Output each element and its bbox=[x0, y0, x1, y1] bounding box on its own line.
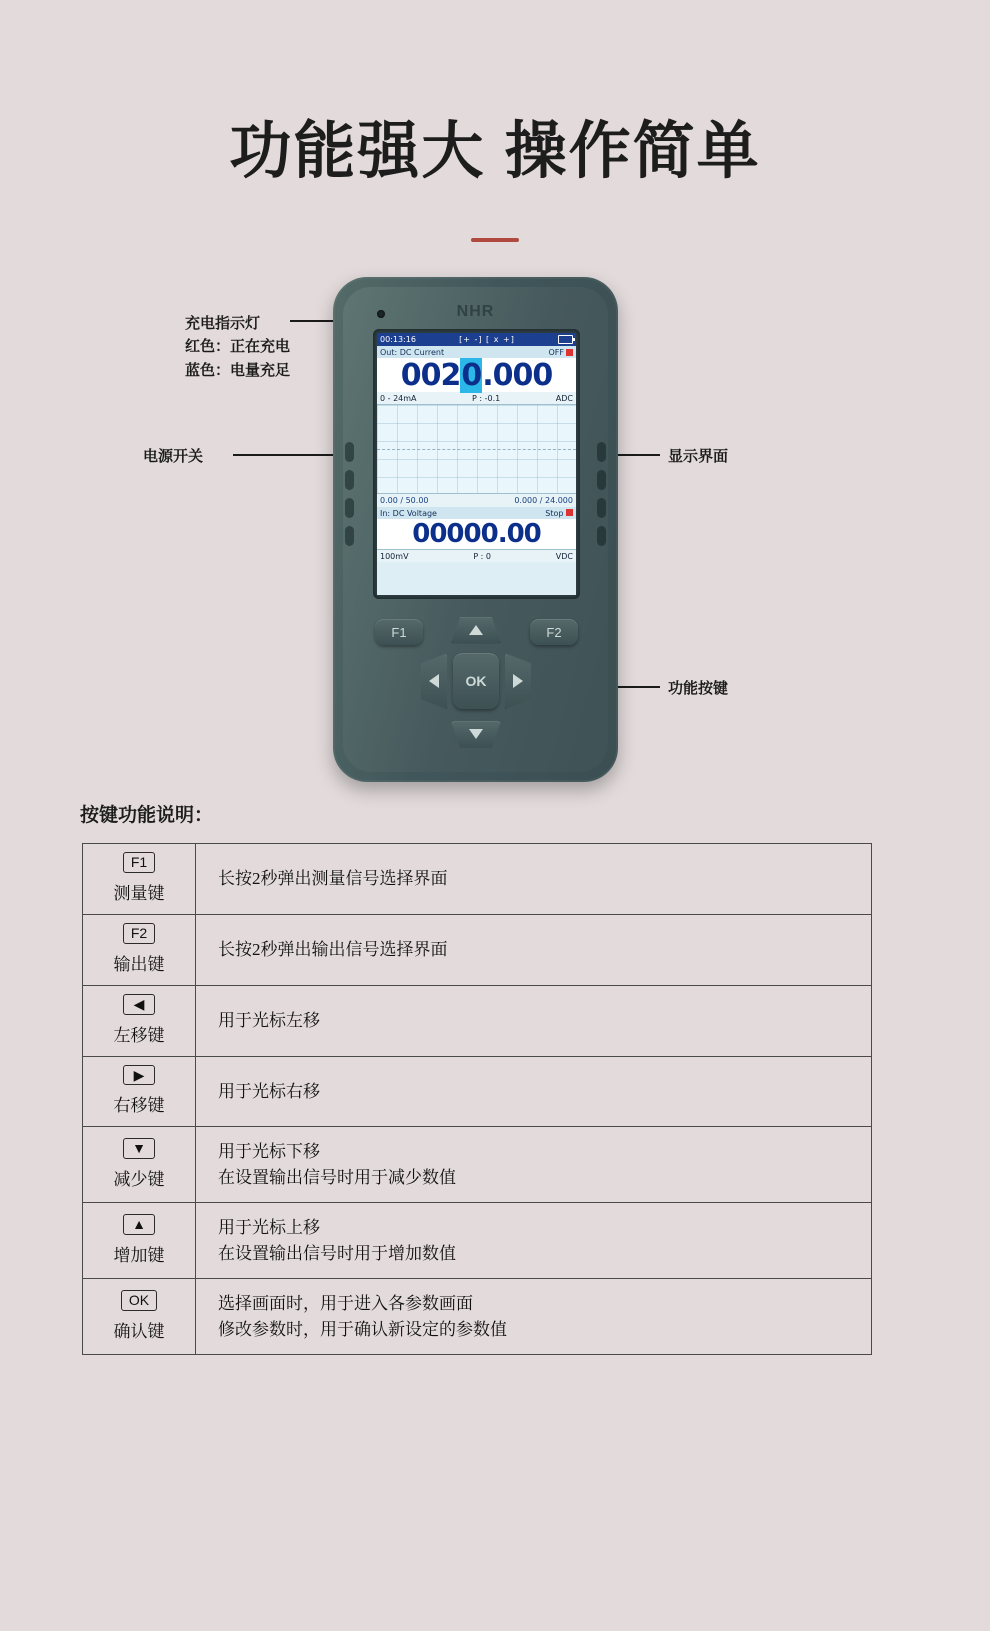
screen-terminal-hint: [+ -] [ x +] bbox=[459, 335, 515, 345]
screen-bezel bbox=[373, 329, 580, 599]
input-status bbox=[545, 509, 573, 518]
range-left-value: 0.00 / 50.00 bbox=[380, 496, 429, 506]
key-description-cell bbox=[196, 1203, 872, 1279]
table-row bbox=[83, 1127, 872, 1203]
key-description-cell bbox=[196, 1056, 872, 1127]
table-row bbox=[83, 1056, 872, 1127]
range-right-value: 0.000 / 24.000 bbox=[514, 496, 573, 506]
device-screen bbox=[377, 333, 576, 595]
key-description-line: 选择画面时，用于进入各参数画面 bbox=[218, 1294, 473, 1314]
output-p-value: P : -0.1 bbox=[472, 393, 501, 403]
key-glyph-icon: ◀ bbox=[123, 994, 155, 1015]
device-body-inner bbox=[343, 287, 608, 772]
key-cell bbox=[83, 1203, 196, 1279]
brand-logo: NHR bbox=[456, 303, 495, 321]
key-description-cell bbox=[196, 1279, 872, 1355]
key-f1[interactable]: F1 bbox=[375, 619, 423, 645]
screen-range-bar bbox=[377, 494, 576, 507]
key-description-line: 修改参数时，用于确认新设定的参数值 bbox=[218, 1319, 507, 1339]
output-status-label: OFF bbox=[548, 347, 564, 357]
key-right[interactable] bbox=[505, 653, 531, 709]
key-description-cell bbox=[196, 1127, 872, 1203]
triangle-left-icon bbox=[429, 674, 439, 688]
output-value-suffix: .000 bbox=[482, 357, 553, 393]
input-mode-label: In: DC Voltage bbox=[380, 508, 437, 518]
key-cell bbox=[83, 1127, 196, 1203]
input-unit-label: VDC bbox=[555, 551, 573, 561]
key-description-line: 在设置输出信号时用于减少数值 bbox=[218, 1167, 456, 1187]
key-name-label: 增加键 bbox=[113, 1245, 165, 1265]
input-status-indicator-icon bbox=[566, 509, 573, 516]
input-p-value: P : 0 bbox=[473, 551, 492, 561]
key-name-label: 输出键 bbox=[113, 954, 165, 974]
input-range-label: 100mV bbox=[380, 551, 409, 561]
key-description-line: 用于光标下移 bbox=[218, 1142, 320, 1162]
key-glyph-icon: ▶ bbox=[123, 1065, 155, 1086]
key-cell bbox=[83, 1056, 196, 1127]
callout-function-keys: 功能按键 bbox=[668, 680, 729, 698]
screen-output-info bbox=[377, 392, 576, 405]
key-description-line: 在设置输出信号时用于增加数值 bbox=[218, 1243, 456, 1263]
key-description-cell bbox=[196, 844, 872, 915]
grip-ridge-right-3 bbox=[597, 498, 606, 518]
key-cell bbox=[83, 844, 196, 915]
screen-input-header bbox=[377, 507, 576, 519]
title-underline-rule bbox=[471, 238, 519, 242]
screen-clock: 00:13:16 bbox=[380, 335, 416, 345]
calibrator-device bbox=[333, 277, 618, 782]
key-description-cell bbox=[196, 985, 872, 1056]
key-name-label: 左移键 bbox=[113, 1025, 165, 1045]
screen-trend-plot bbox=[377, 405, 576, 494]
triangle-right-icon bbox=[513, 674, 523, 688]
output-status-indicator-icon bbox=[566, 349, 573, 356]
key-glyph-icon: OK bbox=[121, 1290, 157, 1311]
key-function-table bbox=[82, 843, 872, 1355]
leader-power-switch bbox=[233, 454, 343, 456]
key-up[interactable] bbox=[451, 617, 501, 643]
triangle-up-icon bbox=[469, 625, 483, 635]
device-keypad bbox=[373, 617, 580, 752]
grip-ridge-right-1 bbox=[597, 442, 606, 462]
output-value-display bbox=[377, 358, 576, 392]
grip-ridge-right-4 bbox=[597, 526, 606, 546]
callout-power-switch: 电源开关 bbox=[143, 448, 204, 466]
key-description-cell bbox=[196, 914, 872, 985]
key-ok[interactable]: OK bbox=[453, 653, 499, 709]
key-glyph-icon: ▼ bbox=[123, 1138, 155, 1159]
key-name-label: 减少键 bbox=[113, 1169, 165, 1189]
screen-status-bar bbox=[377, 333, 576, 346]
triangle-down-icon bbox=[469, 729, 483, 739]
grip-ridge-left-4 bbox=[345, 526, 354, 546]
output-status bbox=[549, 348, 574, 357]
grip-ridge-left-2 bbox=[345, 470, 354, 490]
key-glyph-icon: ▲ bbox=[123, 1214, 155, 1235]
key-name-label: 测量键 bbox=[113, 883, 165, 903]
key-left[interactable] bbox=[421, 653, 447, 709]
table-row bbox=[83, 985, 872, 1056]
key-glyph-icon: F2 bbox=[123, 923, 155, 944]
key-name-label: 右移键 bbox=[113, 1096, 165, 1116]
grip-ridge-left-1 bbox=[345, 442, 354, 462]
screen-input-info bbox=[377, 549, 576, 562]
table-row bbox=[83, 914, 872, 985]
grip-ridge-right-2 bbox=[597, 470, 606, 490]
grip-ridge-left-3 bbox=[345, 498, 354, 518]
table-row bbox=[83, 1279, 872, 1355]
output-unit-label: ADC bbox=[555, 393, 573, 403]
key-description-line: 长按2秒弹出测量信号选择界面 bbox=[218, 869, 448, 889]
device-illustration bbox=[0, 262, 990, 782]
callout-charge-led-line1: 充电指示灯 bbox=[185, 315, 261, 333]
key-description-line: 用于光标左移 bbox=[218, 1010, 320, 1030]
callout-charge-led bbox=[185, 312, 290, 382]
key-name-label: 确认键 bbox=[113, 1321, 165, 1341]
key-cell bbox=[83, 985, 196, 1056]
key-function-table-body bbox=[83, 844, 872, 1355]
key-down[interactable] bbox=[451, 721, 501, 747]
key-function-section-title: 按键功能说明： bbox=[80, 805, 214, 827]
callout-charge-led-line3: 蓝色：电量充足 bbox=[185, 361, 291, 379]
table-row bbox=[83, 1203, 872, 1279]
battery-icon bbox=[558, 335, 573, 344]
key-description-line: 长按2秒弹出输出信号选择界面 bbox=[218, 940, 448, 960]
output-mode-label: Out: DC Current bbox=[380, 347, 445, 357]
table-row bbox=[83, 844, 872, 915]
key-cell bbox=[83, 914, 196, 985]
callout-display: 显示界面 bbox=[668, 448, 729, 466]
output-range-label: 0 - 24mA bbox=[380, 393, 417, 403]
input-value-display: 00000.00 bbox=[377, 519, 576, 549]
key-description-line: 用于光标上移 bbox=[218, 1218, 320, 1238]
output-value-cursor-digit: 0 bbox=[461, 357, 482, 393]
page-title: 功能强大 操作简单 bbox=[229, 117, 761, 186]
output-value-prefix: 002 bbox=[400, 357, 461, 393]
key-cell bbox=[83, 1279, 196, 1355]
callout-charge-led-line2: 红色：正在充电 bbox=[185, 338, 291, 356]
screen-output-header bbox=[377, 346, 576, 358]
key-description-line: 用于光标右移 bbox=[218, 1081, 320, 1101]
key-glyph-icon: F1 bbox=[123, 852, 155, 873]
input-status-label: Stop bbox=[545, 508, 564, 518]
key-f2[interactable]: F2 bbox=[530, 619, 578, 645]
